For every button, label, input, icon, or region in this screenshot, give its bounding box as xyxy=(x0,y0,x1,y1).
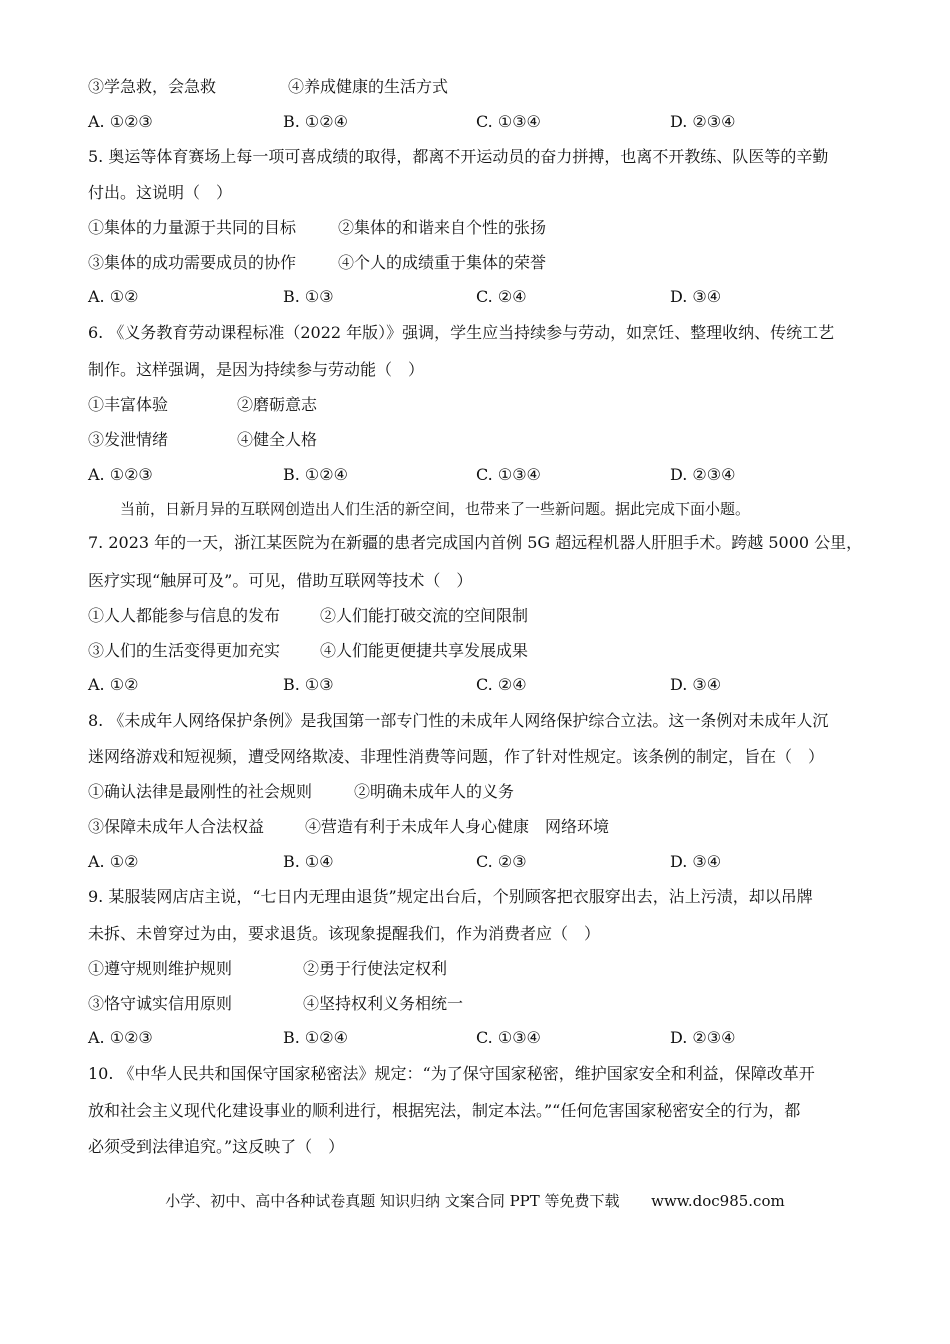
q8-statement-3: ③保障未成年人合法权益 xyxy=(88,817,265,836)
q7-stem-line-2: 医疗实现“触屏可及”。可见，借助互联网等技术（ ） xyxy=(88,571,473,590)
q6-statement-4: ④健全人格 xyxy=(237,430,318,449)
q8-statement-2: ②明确未成年人的义务 xyxy=(354,782,515,801)
q5-stem-line-1: 5. 奥运等体育赛场上每一项可喜成绩的取得，都离不开运动员的奋力拼搏，也离不开教练、队医等的辛勤 xyxy=(88,147,829,166)
q5-statement-2: ②集体的和谐来自个性的张扬 xyxy=(338,218,547,237)
q5-option-a: A. ①② xyxy=(88,287,139,306)
q7-option-d: D. ③④ xyxy=(670,675,722,694)
q8-statement-1: ①确认法律是最刚性的社会规则 xyxy=(88,782,313,801)
q7-statement-1: ①人人都能参与信息的发布 xyxy=(88,606,281,625)
q6-option-d: D. ②③④ xyxy=(670,465,736,484)
q5-statement-4: ④个人的成绩重于集体的荣誉 xyxy=(338,253,547,272)
q9-option-d: D. ②③④ xyxy=(670,1028,736,1047)
q7-statement-4: ④人们能更便捷共享发展成果 xyxy=(320,641,529,660)
q7-statement-2: ②人们能打破交流的空间限制 xyxy=(320,606,529,625)
q5-option-d: D. ③④ xyxy=(670,287,722,306)
q4-option-d: D. ②③④ xyxy=(670,112,736,131)
q6-stem-line-2: 制作。这样强调，是因为持续参与劳动能（ ） xyxy=(88,360,425,379)
q5-option-b: B. ①③ xyxy=(283,287,334,306)
q8-stem-line-2: 迷网络游戏和短视频，遭受网络欺凌、非理性消费等问题，作了针对性规定。该条例的制定，旨在（ ） xyxy=(88,747,825,766)
footer-text: 小学、初中、高中各种试卷真题 知识归纳 文案合同 PPT 等免费下载 xyxy=(165,1192,620,1210)
q6-statement-1: ①丰富体验 xyxy=(88,395,169,414)
q4-option-a: A. ①②③ xyxy=(88,112,153,131)
q9-option-a: A. ①②③ xyxy=(88,1028,153,1047)
q10-stem-line-2: 放和社会主义现代化建设事业的顺利进行，根据宪法，制定本法。”“任何危害国家秘密安全的行为，都 xyxy=(88,1101,801,1120)
q5-statement-3: ③集体的成功需要成员的协作 xyxy=(88,253,297,272)
q9-statement-3: ③恪守诚实信用原则 xyxy=(88,994,233,1013)
q6-statement-3: ③发泄情绪 xyxy=(88,430,169,449)
q7-option-b: B. ①③ xyxy=(283,675,334,694)
page-footer xyxy=(0,1191,950,1211)
q6-option-b: B. ①②④ xyxy=(283,465,348,484)
q9-stem-line-1: 9. 某服装网店店主说，“七日内无理由退货”规定出台后，个别顾客把衣服穿出去，沾上污渍，却以吊牌 xyxy=(88,887,813,906)
q4-statement-4: ④养成健康的生活方式 xyxy=(288,77,449,96)
q9-statement-2: ②勇于行使法定权利 xyxy=(303,959,448,978)
section-intro: 当前，日新月异的互联网创造出人们生活的新空间，也带来了一些新问题。据此完成下面小题。 xyxy=(120,500,751,518)
q5-option-c: C. ②④ xyxy=(476,287,527,306)
q9-option-b: B. ①②④ xyxy=(283,1028,348,1047)
q8-option-a: A. ①② xyxy=(88,852,139,871)
q6-option-c: C. ①③④ xyxy=(476,465,541,484)
q9-statement-1: ①遵守规则维护规则 xyxy=(88,959,233,978)
q4-statement-3: ③学急救，会急救 xyxy=(88,77,217,96)
q8-option-c: C. ②③ xyxy=(476,852,527,871)
q8-option-b: B. ①④ xyxy=(283,852,334,871)
q7-statement-3: ③人们的生活变得更加充实 xyxy=(88,641,281,660)
q10-stem-line-3: 必须受到法律追究。”这反映了（ ） xyxy=(88,1137,345,1156)
footer-url-link[interactable]: www.doc985.com xyxy=(651,1192,785,1210)
q6-stem-line-1: 6. 《义务教育劳动课程标准（2022 年版）》强调，学生应当持续参与劳动，如烹饪、整理收纳、传统工艺 xyxy=(88,323,835,342)
q7-option-a: A. ①② xyxy=(88,675,139,694)
q8-statement-4: ④营造有利于未成年人身心健康 网络环境 xyxy=(305,817,610,836)
q6-statement-2: ②磨砺意志 xyxy=(237,395,318,414)
q10-stem-line-1: 10. 《中华人民共和国保守国家秘密法》规定：“为了保守国家秘密，维护国家安全和利益，保障改革开 xyxy=(88,1064,815,1083)
q7-option-c: C. ②④ xyxy=(476,675,527,694)
q7-stem-line-1: 7. 2023 年的一天，浙江某医院为在新疆的患者完成国内首例 5G 超远程机器人肝胆手术。跨越 5000 公里， xyxy=(88,533,863,552)
q4-option-c: C. ①③④ xyxy=(476,112,541,131)
q6-option-a: A. ①②③ xyxy=(88,465,153,484)
q9-stem-line-2: 未拆、未曾穿过为由，要求退货。该现象提醒我们，作为消费者应（ ） xyxy=(88,924,601,943)
q4-option-b: B. ①②④ xyxy=(283,112,348,131)
q9-option-c: C. ①③④ xyxy=(476,1028,541,1047)
q9-statement-4: ④坚持权利义务相统一 xyxy=(303,994,464,1013)
q5-stem-line-2: 付出。这说明（ ） xyxy=(88,183,233,202)
q5-statement-1: ①集体的力量源于共同的目标 xyxy=(88,218,297,237)
q8-option-d: D. ③④ xyxy=(670,852,722,871)
q8-stem-line-1: 8. 《未成年人网络保护条例》是我国第一部专门性的未成年人网络保护综合立法。这一条例对未成年人沉 xyxy=(88,711,829,730)
